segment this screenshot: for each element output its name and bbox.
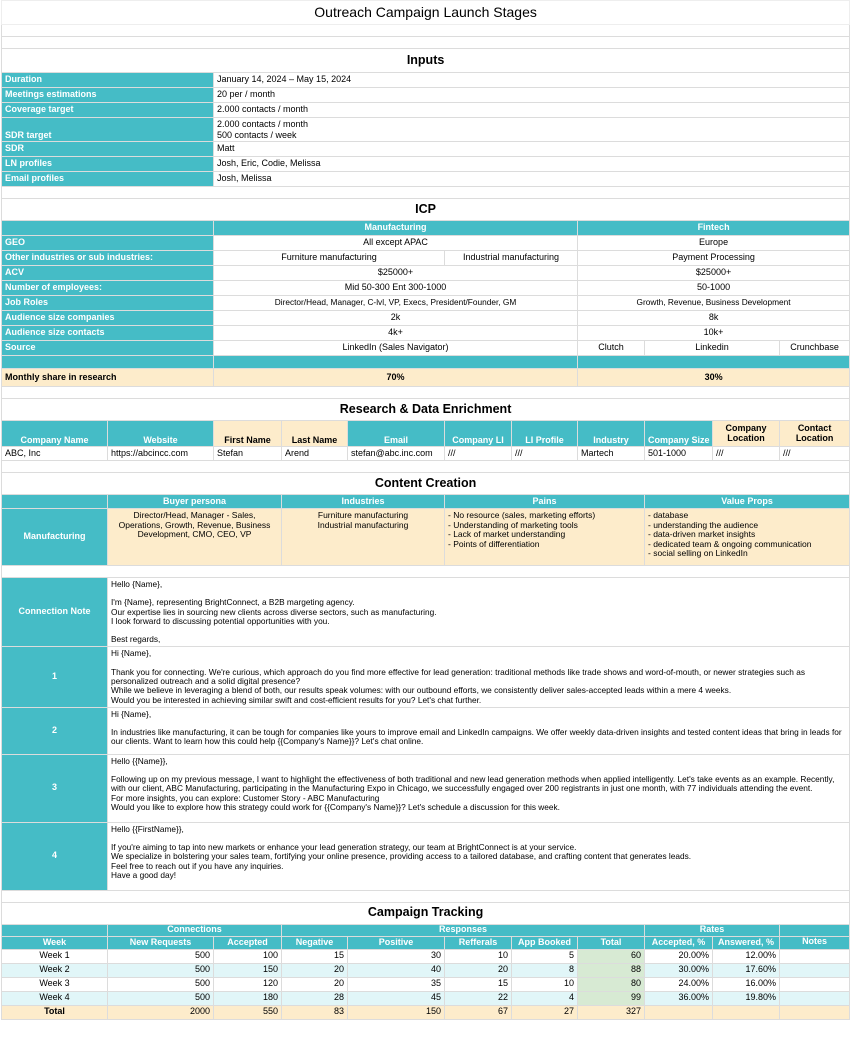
tracking-cell[interactable]: 60	[578, 949, 645, 963]
table-row	[2, 977, 850, 991]
tracking-cell[interactable]: 150	[214, 963, 282, 977]
tracking-col-negative: Negative	[282, 936, 348, 949]
tracking-cell[interactable]: 500	[108, 949, 214, 963]
icp-aud-contacts-f[interactable]: 10k+	[578, 326, 850, 341]
icp-aud-companies-f[interactable]: 8k	[578, 311, 850, 326]
icp-col-manufacturing: Manufacturing	[214, 221, 578, 236]
msg-line: Feel free to reach out if you have any inquiries.	[111, 860, 284, 871]
tracking-group-responses: Responses	[282, 924, 645, 936]
content-segment: Manufacturing	[2, 509, 108, 566]
icp-other-m2[interactable]: Industrial manufacturing	[445, 251, 578, 266]
input-label-email-profiles: Email profiles	[2, 172, 214, 187]
tracking-cell[interactable]: 100	[214, 949, 282, 963]
icp-share-m[interactable]: 70%	[214, 369, 578, 387]
content-col-industries: Industries	[282, 495, 445, 509]
input-label-sdr: SDR	[2, 142, 214, 157]
msg-line: Would you be interested in achieving similar swift and cost-efficient results for you? Let's chat further.	[111, 694, 482, 705]
tracking-cell[interactable]: Week 4	[2, 991, 108, 1005]
tracking-col-app-booked: App Booked	[512, 936, 578, 949]
icp-roles-f[interactable]: Growth, Revenue, Business Development	[578, 296, 850, 311]
input-value-sdr[interactable]: Matt	[214, 142, 850, 157]
icp-source-m[interactable]: LinkedIn (Sales Navigator)	[214, 341, 578, 356]
tracking-cell[interactable]: 500	[108, 991, 214, 1005]
tracking-cell[interactable]: 35	[348, 977, 445, 991]
content-value: - understanding the audience	[648, 519, 759, 530]
research-col-company-li: Company LI	[445, 421, 512, 447]
tracking-cell[interactable]: 19.80%	[713, 991, 780, 1005]
icp-label-geo: GEO	[2, 236, 214, 251]
icp-roles-m[interactable]: Director/Head, Manager, C-lvl, VP, Execs, President/Founder, GM	[214, 296, 578, 311]
research-cell[interactable]: ///	[713, 447, 780, 461]
tracking-col-new-requests: New Requests	[108, 936, 214, 949]
content-persona[interactable]: Director/Head, Manager - Sales, Operations, Growth, Revenue, Business Development, CMO, CEO, VP	[108, 509, 282, 566]
message-connection-note[interactable]	[108, 578, 850, 647]
msg-line: Our expertise lies in sourcing new clients across diverse sectors, such as manufacturing.	[111, 606, 437, 617]
message-label-4: 4	[2, 822, 108, 890]
msg-line: Hello {{FirstName}},	[111, 823, 184, 834]
tracking-cell[interactable]: 180	[214, 991, 282, 1005]
icp-source-f3[interactable]: Crunchbase	[780, 341, 850, 356]
tracking-cell[interactable]: 99	[578, 991, 645, 1005]
research-col-contact-location: Contact Location	[780, 421, 850, 447]
msg-line: Would you like to explore how this strategy could work for {{Company's Name}}? Let's schedule a discussion for this week.	[111, 801, 560, 812]
icp-acv-f[interactable]: $25000+	[578, 266, 850, 281]
msg-line: Thank you for connecting. We're curious, which approach do you find more effective for lead generation: traditional methods like trade shows and word-of-mouth, or newer strategies such as personalized outreach and a solid digital presence?	[111, 666, 805, 686]
research-col-last-name: Last Name	[282, 421, 348, 447]
message-2[interactable]	[108, 707, 850, 754]
icp-source-f2[interactable]: Linkedin	[645, 341, 780, 356]
input-label-ln-profiles: LN profiles	[2, 157, 214, 172]
tracking-cell[interactable]: 30	[348, 949, 445, 963]
tracking-cell[interactable]: 36.00%	[645, 991, 713, 1005]
tracking-group-notes	[780, 924, 850, 936]
research-cell[interactable]: Stefan	[214, 447, 282, 461]
content-value: - database	[648, 510, 689, 520]
tracking-cell[interactable]: 10	[512, 977, 578, 991]
tracking-total-cell[interactable]	[713, 1005, 780, 1019]
research-col-email: Email	[348, 421, 445, 447]
research-cell[interactable]: Martech	[578, 447, 645, 461]
tracking-cell[interactable]: 5	[512, 949, 578, 963]
content-industry-1: Furniture manufacturing	[317, 510, 409, 520]
input-value-duration[interactable]: January 14, 2024 – May 15, 2024	[214, 73, 850, 88]
tracking-cell[interactable]: 12.00%	[713, 949, 780, 963]
tracking-cell[interactable]: 500	[108, 977, 214, 991]
input-label-meetings: Meetings estimations	[2, 88, 214, 103]
content-corner	[2, 495, 108, 509]
message-3[interactable]	[108, 754, 850, 822]
tracking-total-cell[interactable]: 2000	[108, 1005, 214, 1019]
icp-label-share: Monthly share in research	[2, 369, 214, 387]
research-cell[interactable]: Arend	[282, 447, 348, 461]
icp-other-f[interactable]: Payment Processing	[578, 251, 850, 266]
content-industries[interactable]	[282, 509, 445, 566]
tracking-cell[interactable]: 16.00%	[713, 977, 780, 991]
icp-label-aud-companies: Audience size companies	[2, 311, 214, 326]
tracking-cell[interactable]: 22	[445, 991, 512, 1005]
tracking-cell[interactable]: 24.00%	[645, 977, 713, 991]
msg-line: While we believe in leveraging a blend of both, our results speak volumes: with our outbound efforts, we consistently deliver sales-accepted leads within a mere 4 weeks.	[111, 685, 732, 696]
content-col-pains: Pains	[445, 495, 645, 509]
msg-line: Best regards,	[111, 634, 161, 645]
tracking-total-label: Total	[2, 1005, 108, 1019]
message-label-2: 2	[2, 707, 108, 754]
icp-spacer-c	[578, 356, 850, 369]
sdr-target-line-1: 2.000 contacts / month	[217, 119, 309, 130]
content-pain: - No resource (sales, marketing efforts)	[448, 510, 596, 520]
msg-line: I look forward to discussing potential opportunities with you.	[111, 615, 330, 626]
tracking-cell[interactable]: 20	[282, 963, 348, 977]
tracking-cell[interactable]: 500	[108, 963, 214, 977]
tracking-cell[interactable]: 28	[282, 991, 348, 1005]
content-col-values: Value Props	[645, 495, 850, 509]
icp-employees-m[interactable]: Mid 50-300 Ent 300-1000	[214, 281, 578, 296]
tracking-col-total: Total	[578, 936, 645, 949]
tracking-total-cell[interactable]: 327	[578, 1005, 645, 1019]
tracking-total-cell[interactable]	[780, 1005, 850, 1019]
content-industry-2: Industrial manufacturing	[317, 519, 409, 530]
content-pains[interactable]	[445, 509, 645, 566]
research-cell[interactable]: ABC, Inc	[2, 447, 108, 461]
msg-line: If you're aiming to tap into new markets or enhance your lead generation strategy, our team at BrightConnect is at your service.	[111, 842, 577, 853]
tracking-col-refferals: Refferals	[445, 936, 512, 949]
msg-line: Hi {Name},	[111, 708, 152, 719]
spreadsheet	[1, 0, 850, 1020]
input-label-sdr-target: SDR target	[2, 118, 214, 142]
research-col-first-name: First Name	[214, 421, 282, 447]
content-value: - dedicated team & ongoing communication	[648, 538, 812, 549]
icp-geo-f[interactable]: Europe	[578, 236, 850, 251]
icp-employees-f[interactable]: 50-1000	[578, 281, 850, 296]
msg-line: We specialize in bolstering your sales team, fortifying your online presence, providing access to a tailored database, and crafting content that generates leads.	[111, 851, 692, 862]
research-cell[interactable]: ///	[445, 447, 512, 461]
table-row	[2, 991, 850, 1005]
tracking-cell[interactable]: 20.00%	[645, 949, 713, 963]
tracking-cell[interactable]: Week 1	[2, 949, 108, 963]
inputs-heading: Inputs	[2, 49, 850, 73]
tracking-col-accepted-pct: Accepted, %	[645, 936, 713, 949]
tracking-col-notes: Notes	[780, 936, 850, 949]
message-4[interactable]	[108, 822, 850, 890]
research-col-industry: Industry	[578, 421, 645, 447]
icp-share-f[interactable]: 30%	[578, 369, 850, 387]
research-heading: Research & Data Enrichment	[2, 399, 850, 421]
icp-geo-m[interactable]: All except APAC	[214, 236, 578, 251]
tracking-notes-cell[interactable]	[780, 949, 850, 963]
research-cell[interactable]: ///	[780, 447, 850, 461]
research-cell[interactable]: https://abcincc.com	[108, 447, 214, 461]
tracking-group-connections: Connections	[108, 924, 282, 936]
tracking-cell[interactable]: Week 3	[2, 977, 108, 991]
tracking-total-cell[interactable]: 27	[512, 1005, 578, 1019]
tracking-total-cell[interactable]	[645, 1005, 713, 1019]
tracking-cell[interactable]: 15	[282, 949, 348, 963]
tracking-col-week: Week	[2, 936, 108, 949]
research-col-company-size: Company Size	[645, 421, 713, 447]
icp-label-roles: Job Roles	[2, 296, 214, 311]
tracking-col-answered-pct: Answered, %	[713, 936, 780, 949]
message-label-connection: Connection Note	[2, 578, 108, 647]
input-value-ln-profiles[interactable]: Josh, Eric, Codie, Melissa	[214, 157, 850, 172]
message-1[interactable]	[108, 647, 850, 707]
tracking-notes-cell[interactable]	[780, 991, 850, 1005]
tracking-total-cell[interactable]: 150	[348, 1005, 445, 1019]
icp-source-f1[interactable]: Clutch	[578, 341, 645, 356]
icp-acv-m[interactable]: $25000+	[214, 266, 578, 281]
icp-aud-contacts-m[interactable]: 4k+	[214, 326, 578, 341]
input-label-coverage: Coverage target	[2, 103, 214, 118]
tracking-col-accepted: Accepted	[214, 936, 282, 949]
tracking-cell[interactable]: 120	[214, 977, 282, 991]
table-row	[2, 963, 850, 977]
msg-line: In industries like manufacturing, it can be tough for companies like yours to improve email and LinkedIn campaigns. We offer weekly data-driven insights and tested content ideas that bring in leads for our clients. Want to learn how this could help {{Company's Name}}? Let's chat online.	[111, 727, 842, 747]
content-pain: - Points of differentiation	[448, 538, 540, 549]
tracking-cell[interactable]: 15	[445, 977, 512, 991]
msg-line: Have a good day!	[111, 869, 177, 880]
research-col-company-name: Company Name	[2, 421, 108, 447]
tracking-cell[interactable]: 30.00%	[645, 963, 713, 977]
tracking-group-rates: Rates	[645, 924, 780, 936]
tracking-cell[interactable]: 10	[445, 949, 512, 963]
content-value: - social selling on LinkedIn	[648, 548, 748, 559]
icp-spacer-a	[2, 356, 214, 369]
tracking-group-spacer	[2, 924, 108, 936]
tracking-cell[interactable]: 80	[578, 977, 645, 991]
tracking-cell[interactable]: 20	[445, 963, 512, 977]
tracking-notes-cell[interactable]	[780, 977, 850, 991]
tracking-col-positive: Positive	[348, 936, 445, 949]
tracking-cell[interactable]: 40	[348, 963, 445, 977]
icp-other-m1[interactable]: Furniture manufacturing	[214, 251, 445, 266]
icp-heading: ICP	[2, 199, 850, 221]
input-value-meetings[interactable]: 20 per / month	[214, 88, 850, 103]
msg-line: For more insights, you can explore: Customer Story - ABC Manufacturing	[111, 792, 380, 803]
page-title: Outreach Campaign Launch Stages	[2, 1, 850, 25]
icp-label-employees: Number of employees:	[2, 281, 214, 296]
tracking-cell[interactable]: 17.60%	[713, 963, 780, 977]
tracking-heading: Campaign Tracking	[2, 902, 850, 924]
icp-corner	[2, 221, 214, 236]
tracking-total-cell[interactable]: 83	[282, 1005, 348, 1019]
msg-line: Hello {Name},	[111, 579, 163, 589]
icp-label-acv: ACV	[2, 266, 214, 281]
content-values[interactable]	[645, 509, 850, 566]
research-col-company-location: Company Location	[713, 421, 780, 447]
research-col-li-profile: LI Profile	[512, 421, 578, 447]
content-pain: - Lack of market understanding	[448, 529, 566, 540]
icp-spacer-b	[214, 356, 578, 369]
icp-label-source: Source	[2, 341, 214, 356]
icp-label-other: Other industries or sub industries:	[2, 251, 214, 266]
input-value-email-profiles[interactable]: Josh, Melissa	[214, 172, 850, 187]
research-cell[interactable]: 501-1000	[645, 447, 713, 461]
content-pain: - Understanding of marketing tools	[448, 519, 578, 530]
research-col-website: Website	[108, 421, 214, 447]
tracking-cell[interactable]: 8	[512, 963, 578, 977]
input-label-duration: Duration	[2, 73, 214, 88]
tracking-cell[interactable]: Week 2	[2, 963, 108, 977]
research-cell[interactable]: ///	[512, 447, 578, 461]
content-value: - data-driven market insights	[648, 529, 756, 540]
content-col-persona: Buyer persona	[108, 495, 282, 509]
msg-line: Following up on my previous message, I want to highlight the effectiveness of both traditional and new lead generation methods when applied intelligently. Let's take events as an example. Recently, with our client, ABC Manufacturing, participating in the Manufacturing Expo in Chicago, we successfully engaged over 200 registrants in just one month, with 77 individuals attending the event.	[111, 774, 835, 794]
tracking-total-cell[interactable]: 67	[445, 1005, 512, 1019]
tracking-cell[interactable]: 45	[348, 991, 445, 1005]
input-value-coverage[interactable]: 2.000 contacts / month	[214, 103, 850, 118]
icp-label-aud-contacts: Audience size contacts	[2, 326, 214, 341]
content-heading: Content Creation	[2, 473, 850, 495]
msg-line: Hello {{Name}},	[111, 755, 168, 766]
message-label-3: 3	[2, 754, 108, 822]
tracking-cell[interactable]: 20	[282, 977, 348, 991]
tracking-cell[interactable]: 4	[512, 991, 578, 1005]
research-cell[interactable]: stefan@abc.inc.com	[348, 447, 445, 461]
table-row	[2, 949, 850, 963]
icp-col-fintech: Fintech	[578, 221, 850, 236]
msg-line: I'm {Name}, representing BrightConnect, a B2B margeting agency.	[111, 597, 355, 608]
message-label-1: 1	[2, 647, 108, 707]
tracking-cell[interactable]: 88	[578, 963, 645, 977]
tracking-total-row	[2, 1005, 850, 1019]
tracking-notes-cell[interactable]	[780, 963, 850, 977]
msg-line: Hi {Name},	[111, 648, 152, 659]
tracking-total-cell[interactable]: 550	[214, 1005, 282, 1019]
sdr-target-line-2: 500 contacts / week	[217, 129, 297, 140]
icp-aud-companies-m[interactable]: 2k	[214, 311, 578, 326]
input-value-sdr-target[interactable]	[214, 118, 850, 142]
